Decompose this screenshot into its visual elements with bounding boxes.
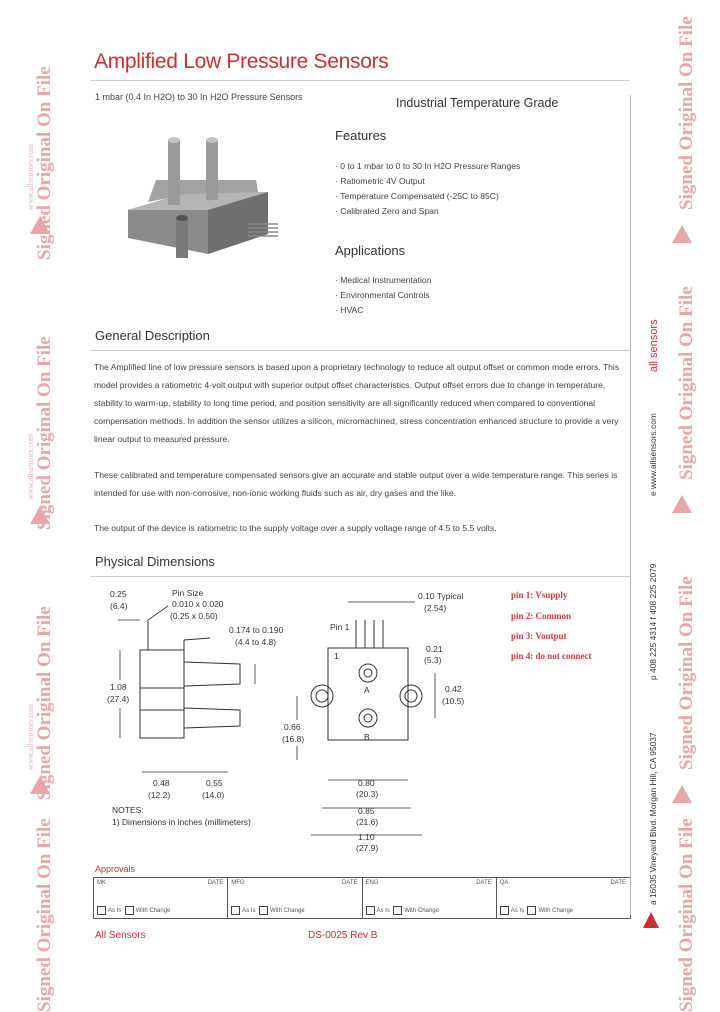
general-description-heading: General Description [95,328,210,343]
watermark-left-small-3: www.allsensors.com [26,703,35,770]
footer-document-number: DS-0025 Rev B [308,930,378,941]
port-b-label: B [364,732,370,742]
dim-label: (4.4 to 4.8) [235,637,277,647]
watermark-triangle-icon [30,776,50,794]
features-list [335,159,520,219]
dim-label: Pin Size [172,588,204,598]
grade-label: Industrial Temperature Grade [396,96,559,110]
with-change-checkbox[interactable] [259,906,268,915]
dim-label: (14.0) [202,790,225,800]
with-change-checkbox[interactable] [527,906,536,915]
with-change-label: With Change [269,908,305,915]
page-title: Amplified Low Pressure Sensors [94,50,389,73]
watermark-triangle-icon [672,785,692,803]
pressure-range-subtitle: 1 mbar (0.4 In H2O) to 30 In H2O Pressure Sensors [95,92,303,102]
watermark-right-4: Signed Original On File [676,818,697,1012]
dim-label: 0.010 x 0.020 [172,599,224,609]
dim-label: (10.5) [442,696,465,706]
approval-cell-mfg [228,878,362,918]
dim-label: 0.21 [426,644,443,654]
approval-role: MFG [231,880,245,886]
watermark-left-3: Signed Original On File [34,606,55,800]
physical-dimensions-heading: Physical Dimensions [95,554,215,569]
approval-cell-qa [497,878,630,918]
sensor-product-image [118,130,288,270]
pin-1-marker: 1 [334,651,339,661]
as-is-checkbox[interactable] [500,906,509,915]
approval-role: QA [499,880,509,886]
dim-label: (27.4) [107,694,130,704]
applications-list [335,273,431,318]
pin-assignment-1: pin 1: Vsupply [511,590,568,600]
watermark-left-small-1: www.allsensors.com [26,143,35,210]
dim-label: 0.85 [358,806,375,816]
dim-label: 0.42 [445,684,462,694]
general-description-paragraph-3: The output of the device is ratiometric to the supply voltage over a supply voltage range of 4.5 to 5.5 volts. [94,523,497,533]
as-is-label: As Is [376,908,390,915]
dim-label: 0.48 [153,778,170,788]
watermark-triangle-icon [672,495,692,513]
side-divider [630,95,631,915]
approval-date-label: DATE [476,880,492,886]
approval-date-label: DATE [610,880,626,886]
watermark-left-2: Signed Original On File [34,336,55,530]
with-change-label: With Change [135,908,171,915]
dim-label: 1.08 [110,682,127,692]
dim-label: (27.9) [356,843,379,853]
as-is-checkbox[interactable] [231,906,240,915]
with-change-label: With Change [404,908,439,915]
features-heading: Features [335,128,387,143]
as-is-checkbox[interactable] [366,906,375,915]
with-change-label: With Change [538,908,574,915]
dim-label: (5.3) [424,655,442,665]
website: e www.allsensors.com [648,413,658,496]
watermark-left-4: Signed Original On File [34,818,55,1012]
notes-label: NOTES: [112,805,144,815]
approval-cell-mk [94,878,228,918]
list-item: · Temperature Compensated (-25C to 85C) [335,189,520,204]
dim-label: (16.8) [282,734,305,744]
watermark-right-1: Signed Original On File [676,16,697,210]
pin-assignment-3: pin 3: Voutput [511,631,567,641]
section-rule [90,576,630,577]
applications-heading: Applications [335,243,406,258]
approval-date-label: DATE [341,880,358,886]
port-a-label: A [364,685,370,695]
general-description-paragraph-1: The Amplified line of low pressure sensors is based upon a proprietary technology to reduce all output offset or common mode errors. This model provides a ratiometric 4-volt output with superior output offset characteristics. Output offset errors due to change in temperature, stability to warm-up, stability to long time period, and position sensitivity are all significantly reduced when compared to conventional compensation methods. In addition the sensor utilizes a silicon, micromachined, stress concentration enhanced structure to provide a very linear output to measured pressure. [94,362,620,444]
approval-cell-eng [363,878,497,918]
list-item: · Calibrated Zero and Span [335,204,520,219]
note-1: 1) Dimensions in inches (millimeters) [112,817,251,827]
side-view [140,620,240,738]
section-rule [90,350,630,351]
dim-label: 0.80 [358,778,375,788]
dim-label: (20.3) [356,789,379,799]
with-change-checkbox[interactable] [393,906,402,915]
watermark-right-3: Signed Original On File [676,576,697,770]
dim-label: 0.10 Typical [418,591,464,601]
approval-date-label: DATE [207,880,224,886]
list-item: · HVAC [335,303,431,318]
watermark-right-2: Signed Original On File [676,286,697,480]
red-corner-logo-icon [643,912,659,928]
dim-label: (12.2) [148,790,171,800]
front-view [311,620,422,740]
dimension-drawing [90,580,510,860]
as-is-label: As Is [108,908,122,915]
list-item: · Environmental Controls [335,288,431,303]
approval-options [500,906,573,915]
pin-assignment-2: pin 2: Common [511,611,572,621]
dim-label: 0.174 to 0.190 [229,625,284,635]
approvals-table [93,877,631,919]
approval-options [231,906,304,915]
approvals-label: Approvals [95,864,136,874]
as-is-checkbox[interactable] [97,906,106,915]
list-item: · Medical Instrumentation [335,273,431,288]
dim-label: (21.6) [356,817,379,827]
watermark-triangle-icon [30,216,50,234]
address: a 16035 Vineyard Blvd. Morgan Hill, CA 95037 [648,732,658,905]
list-item: · Ratiometric 4V Output [335,174,520,189]
as-is-label: As Is [242,908,256,915]
dim-label: 0.55 [206,778,223,788]
watermark-left-1: Signed Original On File [34,66,55,260]
dim-label: 0.25 [110,589,127,599]
list-item: · 0 to 1 mbar to 0 to 30 In H2O Pressure Ranges [335,159,520,174]
dim-label: (0.25 x 0.50) [170,611,218,621]
approval-options [97,906,170,915]
dim-label: (6.4) [110,601,128,611]
approval-role: MK [97,880,106,886]
as-is-label: As Is [510,908,525,915]
pin-assignment-4: pin 4: do not connect [511,651,592,661]
approval-role: ENG [365,880,379,886]
pin-1-label: Pin 1 [330,622,350,632]
brand-logo: all sensors [648,319,660,372]
approval-options [366,906,439,915]
dim-label: (2.54) [424,603,447,613]
title-rule [90,80,630,81]
dim-label: 1.10 [358,832,375,842]
phone-fax: p 408 225 4314 f 408 225 2079 [648,563,658,680]
watermark-triangle-icon [30,506,50,524]
general-description-paragraph-2: These calibrated and temperature compensated sensors give an accurate and stable output over a wide temperature range. This series is intended for use with non-corrosive, non-ionic working fluids such as air, dry gases and the like. [94,470,618,498]
footer-company: All Sensors [95,930,146,941]
dim-label: 0.66 [284,722,301,732]
with-change-checkbox[interactable] [125,906,134,915]
watermark-triangle-icon [672,225,692,243]
watermark-left-small-2: www.allsensors.com [26,433,35,500]
